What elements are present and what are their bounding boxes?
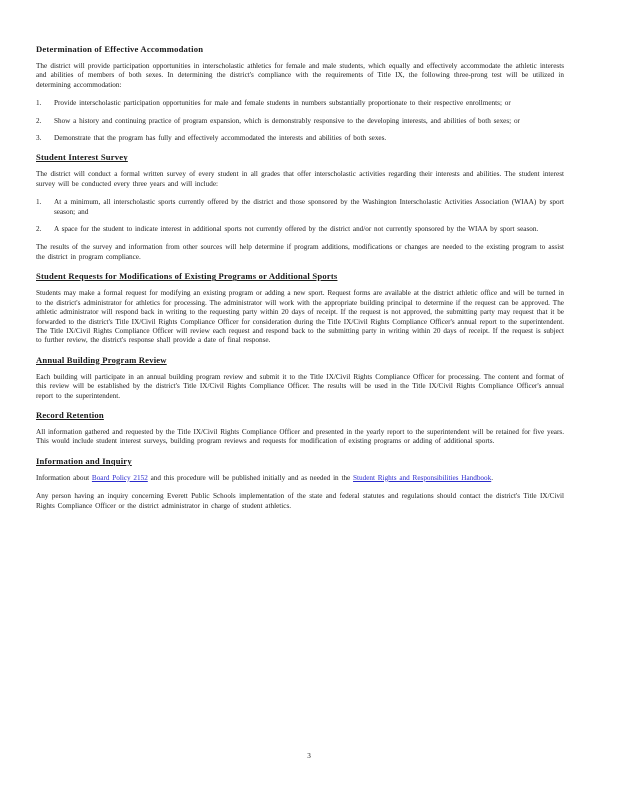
section-heading-requests: Student Requests for Modifications of Existing Programs or Additional Sports	[36, 271, 338, 282]
list-item	[36, 99, 564, 108]
survey-closing: The results of the survey and information from other sources will help determine if program additions, modifications or changes are needed to the existing program to assist the district in program compliance.	[36, 243, 564, 261]
list-item-text: Show a history and continuing practice of program expansion, which is demonstrably responsive to the developing interests, and abilities of both sexes; or	[54, 116, 520, 125]
handbook-link[interactable]: Student Rights and Responsibilities Handbook	[353, 473, 492, 482]
section-heading-survey: Student Interest Survey	[36, 152, 128, 163]
list-item-text: Demonstrate that the program has fully and effectively accommodated the interests and abilities of both sexes.	[54, 134, 387, 143]
section-heading-inquiry: Information and Inquiry	[36, 455, 132, 466]
inquiry-paragraph-1	[36, 474, 564, 483]
survey-list	[36, 198, 564, 234]
inquiry-text-middle: and this procedure will be published initially and as needed in the	[147, 473, 354, 482]
list-item-number: 3.	[36, 134, 42, 143]
document-page	[36, 44, 564, 520]
retention-text: All information gathered and requested by the Title IX/Civil Rights Compliance Officer and presented in the yearly report to the superintendent will be retained for five years. This would include student interest surveys, building program reviews and requests for modification of existing programs or adding of additional sports.	[36, 427, 564, 446]
list-item-number: 2.	[36, 116, 42, 125]
list-item-text: At a minimum, all interscholastic sports currently offered by the district and those sponsored by the Washington Interscholastic Activities Association (WIAA) by sport season; and	[54, 198, 564, 216]
list-item	[36, 225, 564, 234]
list-item-text: Provide interscholastic participation opportunities for male and female students in numbers substantially proportionate to their respective enrollments; or	[54, 99, 511, 108]
page-number: 3	[307, 752, 311, 760]
inquiry-text-after: .	[491, 473, 493, 482]
board-policy-link[interactable]: Board Policy 2152	[91, 473, 148, 482]
survey-intro: The district will conduct a formal written survey of every student in all grades that offer interscholastic activities regarding their interests and abilities. The student interest survey will be conducted every three years and will include:	[36, 170, 564, 188]
list-item-text: A space for the student to indicate interest in additional sports not currently offered by the district and/or not currently sponsored by the WIAA by sport season.	[54, 225, 539, 234]
list-item	[36, 117, 564, 126]
list-item-number: 2.	[36, 225, 42, 234]
section-heading-review: Annual Building Program Review	[36, 354, 167, 365]
section-heading-accommodation: Determination of Effective Accommodation	[36, 44, 204, 54]
list-item-number: 1.	[36, 99, 42, 108]
list-item	[36, 134, 564, 143]
list-item-number: 1.	[36, 198, 42, 207]
section-heading-retention: Record Retention	[36, 409, 104, 420]
inquiry-paragraph-2: Any person having an inquiry concerning Everett Public Schools implementation of the state and federal statutes and regulations should contact the district's Title IX/Civil Rights Compliance Officer or the district administrator in charge of student athletics.	[36, 492, 564, 510]
list-item	[36, 198, 564, 217]
review-text: Each building will participate in an annual building program review and submit it to the Title IX/Civil Rights Compliance Officer for processing. The content and format of this review will be established by the district's Title IX/Civil Rights Compliance Officer. The results will be used in the Title IX/Civil Rights Compliance Officer's annual report to the superintendent.	[36, 372, 564, 400]
inquiry-text-before: Information about	[36, 473, 92, 482]
requests-text: Students may make a formal request for modifying an existing program or adding a new sport. Request forms are available at the district athletic office and will be turned in to the district's administrator for athletics for processing. The administrator will work with the appropriate building principal to determine if the request can be approved. The athletic administrator will respond back in writing to the requesting party within 20 days of receipt. If the request is not approved, the submitting party may request that it be forwarded to the district's Title IX/Civil Rights Compliance Officer for consideration during the Title IX/Civil Rights Compliance Officer's annual report to the superintendent. The Title IX/Civil Rights Compliance Officer will review each request and respond back to the submitting party in writing within 20 days of receipt. If the request is subject to further review, the district's response shall provide a date of final response.	[36, 289, 564, 345]
accommodation-intro: The district will provide participation opportunities in interscholastic athletics for female and male students, which equally and effectively accommodate the athletic interests and abilities of members of both sexes. In determining the district's compliance with the requirements of Title IX, the following three-prong test will be utilized in determining accommodation:	[36, 62, 564, 89]
accommodation-list	[36, 99, 564, 143]
